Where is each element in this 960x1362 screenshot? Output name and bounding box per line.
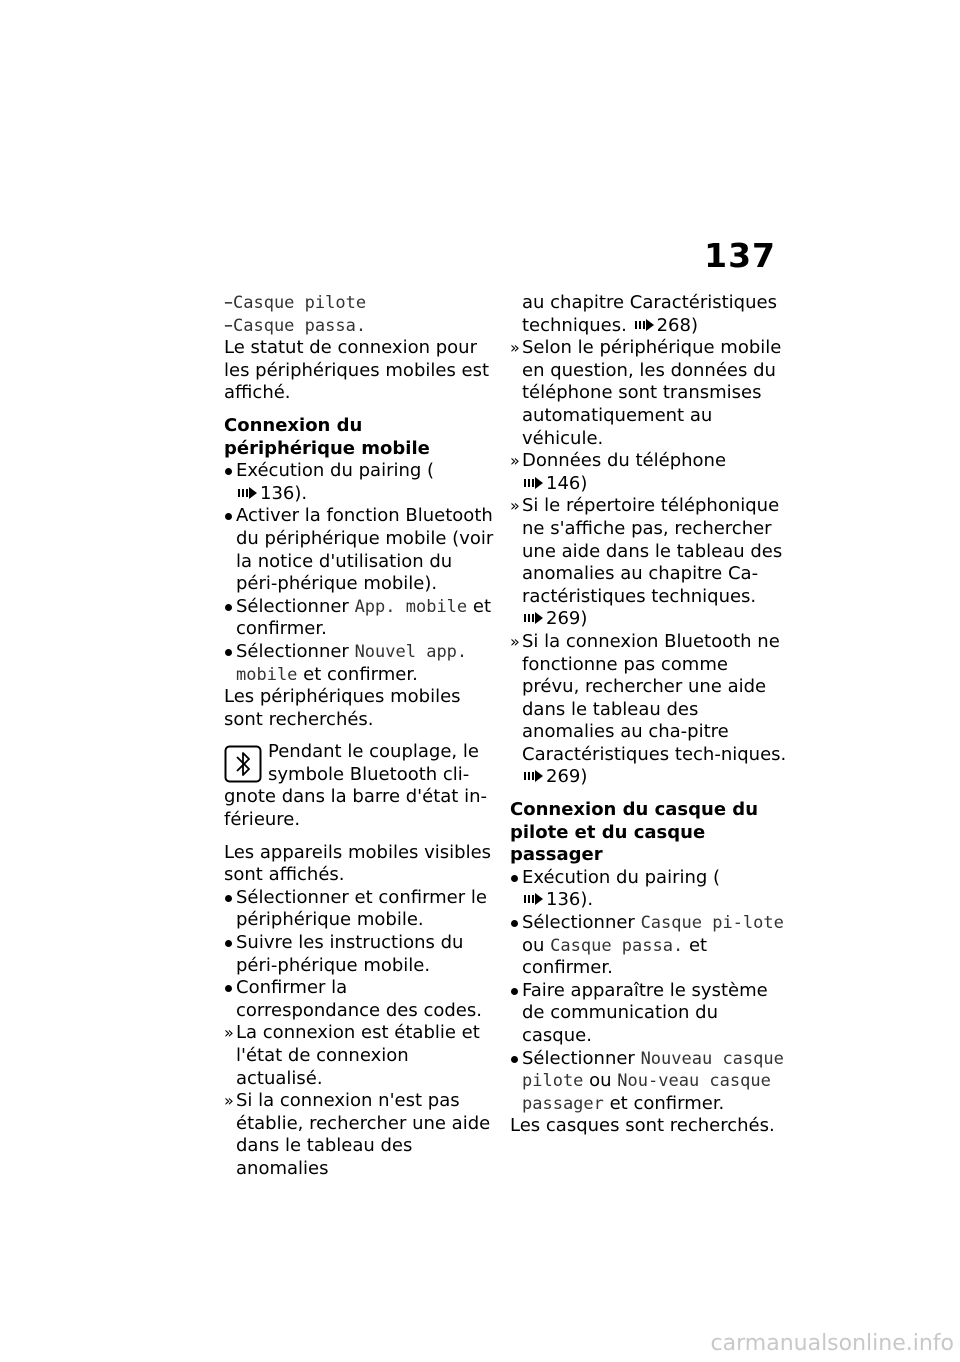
reference-arrow-icon — [524, 476, 544, 490]
list-item: Exécution du pairing (136). — [224, 460, 496, 505]
list-item: Faire apparaître le système de communication du casque. — [510, 980, 788, 1048]
body-text: au chapitre Caractéristiques techniques. 268) — [522, 292, 777, 336]
list-item: –Casque pilote — [224, 292, 367, 313]
list-item: Activer la fonction Bluetooth du périphérique mobile (voir la notice d'utilisation du péri-phérique mobile). — [224, 505, 496, 595]
list-item: Sélectionner App. mobile et confirmer. — [224, 596, 496, 641]
reference-arrow-icon — [524, 892, 544, 906]
right-column — [510, 292, 788, 1138]
reference-arrow-icon — [524, 611, 544, 625]
reference-arrow-icon — [524, 769, 544, 783]
step-list — [510, 867, 788, 1116]
left-column — [224, 292, 496, 1181]
list-item: Exécution du pairing (136). — [510, 867, 788, 912]
list-item: Sélectionner et confirmer le périphérique mobile. — [224, 887, 496, 932]
list-item: Sélectionner Casque pi-lote ou Casque passa. et confirmer. — [510, 912, 788, 980]
status-text: Le statut de connexion pour les périphériques mobiles est affiché. — [224, 337, 490, 404]
page-number: 137 — [704, 236, 776, 275]
section-heading: Connexion du périphérique mobile — [224, 414, 430, 459]
bluetooth-icon — [224, 745, 262, 783]
body-text: Les appareils mobiles visibles sont affichés. — [224, 841, 492, 886]
result-item: » Si le répertoire téléphonique ne s'affiche pas, rechercher une aide dans le tableau des anomalies au chapitre Ca-ractéristiques techniques. 269) — [510, 495, 788, 631]
result-list — [510, 337, 788, 789]
step-list — [224, 460, 496, 686]
step-list — [224, 887, 496, 1181]
result-item: » Selon le périphérique mobile en question, les données du téléphone sont transmises automatiquement au véhicule. — [510, 337, 788, 450]
body-text: Les casques sont recherchés. — [510, 1115, 775, 1137]
note-block — [224, 741, 496, 831]
footer-watermark: carmanualsonline.info — [710, 1331, 954, 1356]
reference-arrow-icon — [238, 486, 258, 500]
reference-arrow-icon — [635, 318, 655, 332]
list-item: –Casque passa. — [224, 314, 367, 336]
result-item: » La connexion est établie et l'état de connexion actualisé. — [224, 1022, 496, 1090]
section-heading: Connexion du casque du pilote et du casque passager — [510, 799, 759, 866]
result-item: » Si la connexion n'est pas établie, rechercher une aide dans le tableau des anomalies — [224, 1090, 496, 1180]
list-item: Confirmer la correspondance des codes. — [224, 977, 496, 1022]
result-item: » Données du téléphone 146) — [510, 450, 788, 495]
list-item: Sélectionner Nouvel app. mobile et confirmer. — [224, 641, 496, 686]
list-item: Sélectionner Nouveau casque pilote ou Nou-veau casque passager et confirmer. — [510, 1048, 788, 1116]
note-text: Pendant le couplage, le symbole Bluetooth cli-gnote dans la barre d'état in-férieure. — [224, 741, 487, 831]
body-text: Les périphériques mobiles sont recherchés. — [224, 686, 461, 730]
list-item: Suivre les instructions du péri-phérique mobile. — [224, 932, 496, 977]
result-item: » Si la connexion Bluetooth ne fonctionne pas comme prévu, rechercher une aide dans le tableau des anomalies au cha-pitre Caractéristiques tech-niques. 269) — [510, 631, 788, 789]
